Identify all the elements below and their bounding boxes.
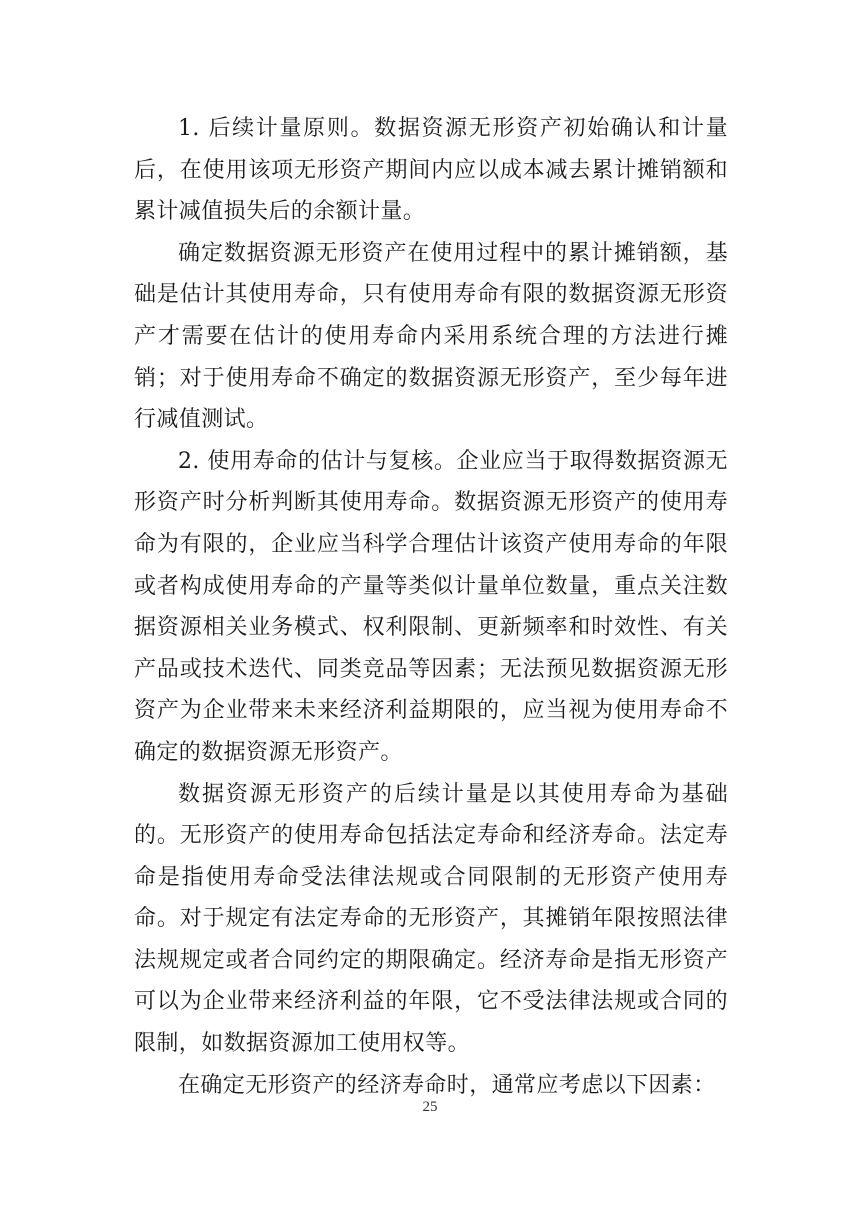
page-number: 25 (422, 1099, 438, 1115)
body-text (134, 108, 728, 1106)
paragraph-legal-economic-life: 数据资源无形资产的后续计量是以其使用寿命为基础的。无形资产的使用寿命包括法定寿命和经济寿命。法定寿命是指使用寿命受法律法规或合同限制的无形资产使用寿命。对于规定有法定寿命的无形资产，其摊销年限按照法律法规规定或者合同约定的期限确定。经济寿命是指无形资产可以为企业带来经济利益的年限，它不受法律法规或合同的限制，如数据资源加工使用权等。 (134, 781, 728, 1057)
paragraph-subsequent-measurement: 1. 后续计量原则。数据资源无形资产初始确认和计量后，在使用该项无形资产期间内应以成本减去累计摊销额和累计减值损失后的余额计量。 (134, 116, 728, 225)
paragraph-accumulated-amortization: 确定数据资源无形资产在使用过程中的累计摊销额，基础是估计其使用寿命，只有使用寿命有限的数据资源无形资产才需要在估计的使用寿命内采用系统合理的方法进行摊销；对于使用寿命不确定的数据资源无形资产，至少每年进行减值测试。 (134, 240, 728, 433)
paragraph-economic-life-factors: 在确定无形资产的经济寿命时，通常应考虑以下因素： (178, 1072, 716, 1098)
paragraph-useful-life-estimation: 2. 使用寿命的估计与复核。企业应当于取得数据资源无形资产时分析判断其使用寿命。数据资源无形资产的使用寿命为有限的，企业应当科学合理估计该资产使用寿命的年限或者构成使用寿命的产量等类似计量单位数量，重点关注数据资源相关业务模式、权利限制、更新频率和时效性、有关产品或技术迭代、同类竞品等因素；无法预见数据资源无形资产为企业带来未来经济利益期限的，应当视为使用寿命不确定的数据资源无形资产。 (134, 448, 728, 765)
